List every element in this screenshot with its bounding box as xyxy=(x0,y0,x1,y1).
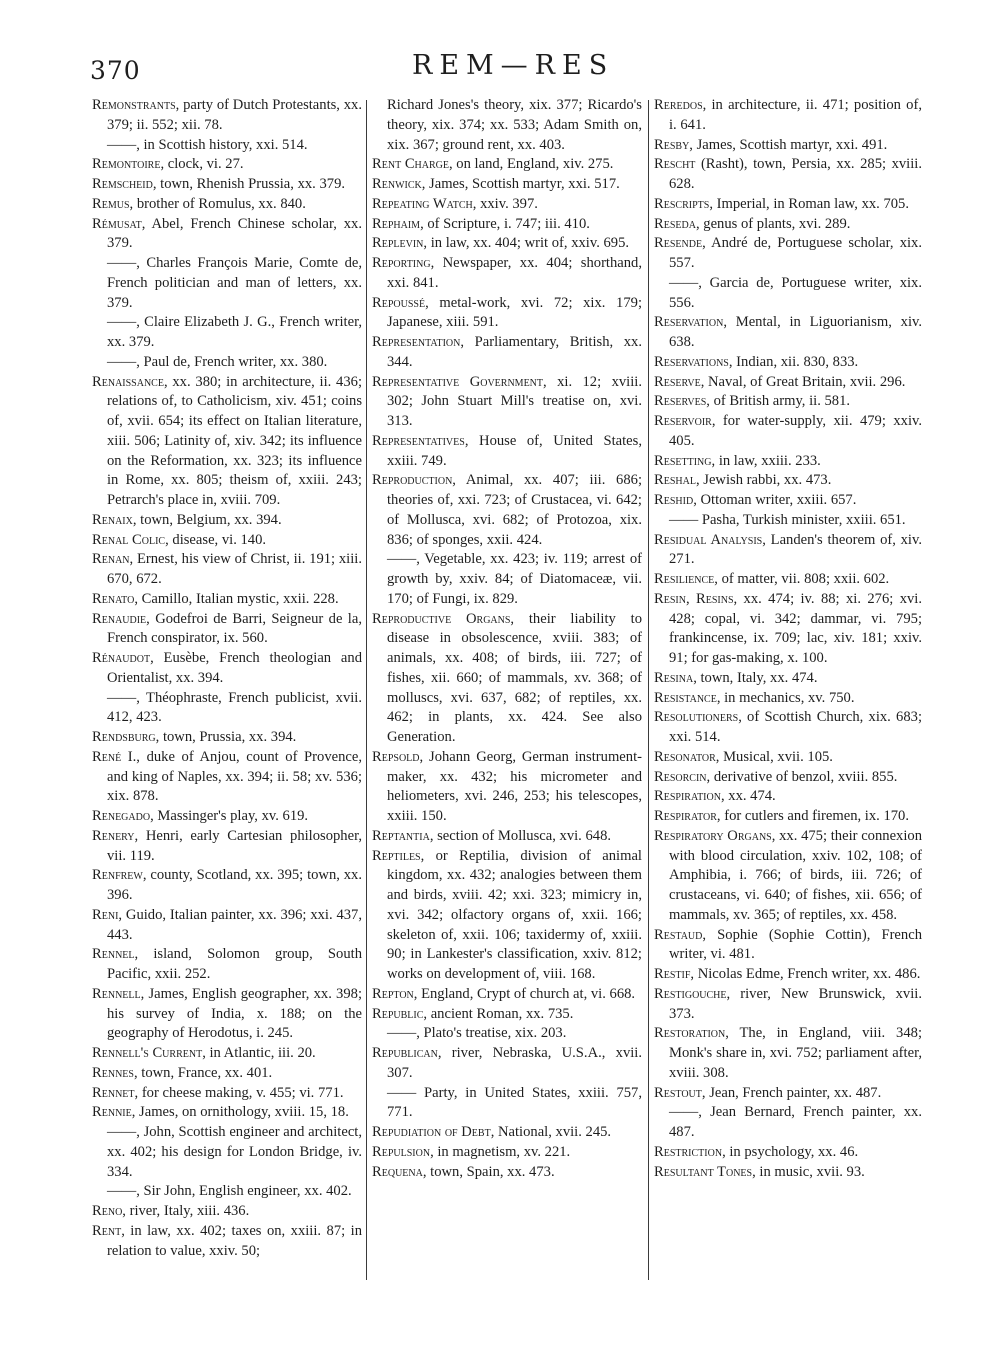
index-entry xyxy=(654,748,922,768)
column-rule xyxy=(648,100,649,1280)
index-headword: Rendsburg xyxy=(92,729,156,745)
index-entry xyxy=(654,136,922,156)
index-entry-text: , in magnetism, xv. 221. xyxy=(430,1143,571,1160)
index-headword: Reno xyxy=(92,1203,123,1219)
index-entry xyxy=(92,531,362,551)
index-entry xyxy=(92,590,362,610)
index-entry-text: , Ottoman writer, xxiii. 657. xyxy=(693,492,857,508)
index-headword: Reshal xyxy=(654,472,696,489)
index-entry xyxy=(654,768,922,788)
index-entry-text: , James, Scottish martyr, xxi. 491. xyxy=(689,136,888,153)
index-headword: Restriction xyxy=(654,1143,723,1160)
index-entry xyxy=(372,96,642,155)
index-headword: Reredos xyxy=(654,97,703,113)
index-entry xyxy=(92,807,362,827)
index-entry-text: ——, Paul de, French writer, xx. 380. xyxy=(107,353,328,370)
index-entry xyxy=(92,866,362,906)
index-entry xyxy=(654,491,922,511)
index-column-2 xyxy=(372,96,642,1182)
index-headword: Remonstrants xyxy=(92,97,176,113)
index-entry xyxy=(654,708,922,748)
index-entry-text: ——, Sir John, English engineer, xx. 402. xyxy=(107,1183,352,1200)
index-headword: Resin, Resins xyxy=(654,590,734,607)
index-entry xyxy=(92,1044,362,1064)
index-entry xyxy=(372,1005,642,1025)
index-headword: Rescht xyxy=(654,156,696,173)
index-entry xyxy=(372,1163,642,1183)
index-entry xyxy=(654,807,922,827)
index-headword: Respirator xyxy=(654,808,717,824)
index-entry-text: , James, English geographer, xx. 398; his survey of India, x. 188; on the geography of Herodotus, i. 245. xyxy=(107,985,362,1042)
index-headword: Resonator xyxy=(654,748,716,765)
index-entry-text: ——, John, Scottish engineer and architect, xx. 402; his design for London Bridge, iv. 334. xyxy=(107,1124,362,1180)
index-entry xyxy=(372,748,642,827)
index-entry-text: , Naval, of Great Britain, xvii. 296. xyxy=(700,373,906,390)
index-entry-text: , in law, xx. 404; writ of, xxiv. 695. xyxy=(423,235,630,252)
index-headword: Remus xyxy=(92,195,130,212)
index-entry xyxy=(92,215,362,255)
index-headword: Renwick xyxy=(372,176,422,192)
index-entry-text: , James, Scottish martyr, xxi. 517. xyxy=(421,176,620,192)
index-entry xyxy=(654,669,922,689)
index-entry xyxy=(372,333,642,373)
index-entry xyxy=(372,471,642,550)
index-entry xyxy=(372,294,642,334)
index-entry xyxy=(654,155,922,195)
index-entry xyxy=(372,195,642,215)
index-entry-text: , in law, xxiii. 233. xyxy=(711,452,821,469)
index-headword: Remontoire xyxy=(92,156,161,173)
index-entry-text: —— Pasha, Turkish minister, xxiii. 651. xyxy=(669,511,906,528)
index-column-1 xyxy=(92,96,362,1261)
index-entry-text: , xx. 380; in architecture, ii. 436; relations of, to Catholicism, xiv. 451; coins of, xvii. 654; its effect on Italian literature, xiii. 506; Latinity of, xiv. 342; its influence on the Reformation, xx. 323; its influence in Rome, xx. 805; theism of, xxiii. 243; Petrarch's place in, xviii. 709. xyxy=(107,373,362,508)
index-entry xyxy=(654,215,922,235)
index-headword: Rennie xyxy=(92,1104,132,1121)
index-entry xyxy=(92,945,362,985)
index-headword: Resende xyxy=(654,235,703,252)
index-entry-text: , House of, United States, xxiii. 749. xyxy=(387,432,642,469)
index-column-3 xyxy=(654,96,922,1182)
index-entry-text: , metal-work, xvi. 72; xix. 179; Japanese, xiii. 591. xyxy=(387,294,642,331)
index-entry xyxy=(92,1222,362,1262)
index-entry xyxy=(92,1123,362,1182)
index-entry-text: , Henri, early Cartesian philosopher, vii. 119. xyxy=(107,827,362,864)
index-headword: René xyxy=(92,748,122,765)
index-entry-text: , genus of plants, xvi. 289. xyxy=(695,215,851,232)
index-entry xyxy=(372,254,642,294)
index-entry xyxy=(654,985,922,1025)
index-entry-text: , derivative of benzol, xviii. 855. xyxy=(706,768,898,785)
index-entry xyxy=(92,748,362,807)
index-entry-text: , brother of Romulus, xx. 840. xyxy=(129,195,306,212)
index-headword: Repulsion xyxy=(372,1143,431,1160)
index-entry xyxy=(372,373,642,432)
index-entry xyxy=(654,965,922,985)
index-entry xyxy=(654,1024,922,1083)
index-headword: Rennes xyxy=(92,1064,134,1081)
index-entry xyxy=(654,689,922,709)
index-entry xyxy=(654,827,922,926)
index-headword: Reproductive Organs xyxy=(372,610,511,627)
index-entry-text: , Eusèbe, French theologian and Orientalist, xx. 394. xyxy=(107,650,362,686)
index-entry-text: , river, Italy, xiii. 436. xyxy=(122,1203,250,1219)
index-entry xyxy=(372,155,642,175)
index-entry-text: ——, in Scottish history, xxi. 514. xyxy=(107,136,308,153)
index-headword: Renaix xyxy=(92,511,133,528)
index-headword: Renal Colic xyxy=(92,531,166,548)
index-entry-text: , of Scottish Church, xix. 683; xxi. 514. xyxy=(669,709,922,745)
column-rule xyxy=(366,100,367,1280)
index-entry xyxy=(372,215,642,235)
index-entry-text: , in Atlantic, iii. 20. xyxy=(202,1045,316,1061)
index-entry-text: , Guido, Italian painter, xx. 396; xxi. 437, 443. xyxy=(107,906,362,943)
index-headword: Resina xyxy=(654,669,694,686)
index-entry-text: , xx. 475; their connexion with blood circulation, xxiv. 102, 108; of Amphibia, i. 766; of birds, iii. 726; of crustaceans, vi. 640; of fishes, xii. 656; of mammals, xv. 365; of reptiles, xx. 458. xyxy=(669,827,922,923)
index-headword: Renaissance xyxy=(92,373,164,390)
index-entry-text: , island, Solomon group, South Pacific, xxii. 252. xyxy=(107,946,362,982)
index-headword: Resultant Tones xyxy=(654,1163,753,1180)
index-entry xyxy=(654,1163,922,1183)
index-headword: Resetting xyxy=(654,452,712,469)
index-headword: Reptiles xyxy=(372,847,421,864)
index-headword: Resilience xyxy=(654,571,715,587)
index-entry-text: , Jewish rabbi, xx. 473. xyxy=(695,472,832,489)
index-entry xyxy=(372,847,642,985)
index-entry xyxy=(92,1202,362,1222)
index-headword: Repsold xyxy=(372,748,420,765)
index-entry xyxy=(92,689,362,729)
index-entry xyxy=(654,96,922,136)
index-headword: Rescripts xyxy=(654,195,710,212)
index-entry-text: , on land, England, xiv. 275. xyxy=(449,156,614,173)
index-entry xyxy=(654,471,922,491)
index-headword: Reporting xyxy=(372,255,431,271)
index-entry-text: , Nicolas Edme, French writer, xx. 486. xyxy=(690,966,921,982)
running-head: REM—RES xyxy=(412,50,615,81)
index-entry xyxy=(92,985,362,1044)
index-entry xyxy=(372,827,642,847)
index-entry xyxy=(92,313,362,353)
index-entry xyxy=(654,1143,922,1163)
index-entry xyxy=(92,1103,362,1123)
index-entry-text: , disease, vi. 140. xyxy=(165,531,267,548)
index-entry-text: , their liability to disease in obsolescence, xviii. 383; of animals, xx. 408; of birds, iii. 727; of fishes, xii. 660; of mammals, xv. 368; of molluscs, xvi. 637, 682; of reptiles, xx. 462; in plants, xx. 424. See also Generation. xyxy=(387,610,642,745)
index-headword: Rent Charge xyxy=(372,156,449,173)
index-headword: Representative Government xyxy=(372,373,544,390)
index-entry xyxy=(654,570,922,590)
index-headword: Reshid xyxy=(654,492,694,508)
index-headword: Representation xyxy=(372,334,461,350)
index-headword: Repton xyxy=(372,985,414,1002)
index-headword: Reseda xyxy=(654,215,696,232)
index-entry xyxy=(92,1064,362,1084)
index-entry xyxy=(654,353,922,373)
index-entry xyxy=(92,175,362,195)
index-entry-text: , National, xvii. 245. xyxy=(490,1124,612,1140)
index-entry xyxy=(372,1044,642,1084)
index-headword: Residual Analysis xyxy=(654,531,763,548)
index-entry xyxy=(92,155,362,175)
index-entry-text: , in architecture, ii. 471; position of, i. 641. xyxy=(669,97,922,133)
index-entry-text: , of matter, vii. 808; xxii. 602. xyxy=(714,571,890,587)
index-headword: Renan xyxy=(92,551,130,568)
index-entry-text: , town, Rhenish Prussia, xx. 379. xyxy=(152,176,346,192)
index-entry xyxy=(372,432,642,472)
index-entry-text: , river, Nebraska, U.S.A., xvii. 307. xyxy=(387,1045,642,1081)
index-entry xyxy=(92,906,362,946)
index-entry-text: , Mental, in Liguorianism, xiv. 638. xyxy=(669,314,922,350)
index-entry-text: , James, on ornithology, xviii. 15, 18. xyxy=(131,1104,349,1121)
index-headword: Respiratory Organs xyxy=(654,827,772,844)
index-headword: Rennet xyxy=(92,1084,135,1101)
index-entry-text: , of British army, ii. 581. xyxy=(706,393,851,410)
index-entry xyxy=(654,787,922,807)
index-entry xyxy=(372,175,642,195)
index-entry xyxy=(654,1103,922,1143)
index-entry xyxy=(654,1084,922,1104)
index-headword: Repoussé xyxy=(372,294,426,311)
index-entry-text: , or Reptilia, division of animal kingdom, xx. 432; analogies between them and birds, xviii. 42; xxi. 323; mimicry in, xvi. 342; olfactory organs of, xxii. 166; skeleton of, xxii. 106; taxidermy of, xxiii. 90; in Lankester's classification, xxiv. 812; works on development of, viii. 168. xyxy=(387,847,642,982)
index-entry-text: , Musical, xvii. 105. xyxy=(715,748,833,765)
index-entry xyxy=(372,234,642,254)
index-entry-text: , in psychology, xx. 46. xyxy=(722,1143,859,1160)
index-entry-text: , Parliamentary, British, xx. 344. xyxy=(387,334,642,370)
index-entry xyxy=(92,728,362,748)
index-entry xyxy=(654,452,922,472)
index-entry-text: , for water-supply, xii. 479; xxiv. 405. xyxy=(669,413,922,449)
index-entry-text: , Abel, French Chinese scholar, xx. 379. xyxy=(107,215,362,252)
index-headword: Repudiation of Debt xyxy=(372,1124,491,1140)
index-entry-text: —— Party, in United States, xxiii. 757, 771. xyxy=(387,1084,642,1121)
index-headword: Restoration xyxy=(654,1025,726,1042)
index-entry xyxy=(654,590,922,669)
index-headword: Republic xyxy=(372,1005,424,1022)
index-headword: Restaud xyxy=(654,926,703,943)
index-headword: Rénaudot xyxy=(92,650,151,666)
index-entry-text: , party of Dutch Protestants, xx. 379; ii. 552; xii. 78. xyxy=(107,97,362,133)
index-entry-text: ——, Garcia de, Portuguese writer, xix. 556. xyxy=(669,274,922,311)
index-headword: Restigouche xyxy=(654,985,727,1002)
index-headword: Restif xyxy=(654,966,691,982)
index-entry xyxy=(92,1084,362,1104)
index-headword: Renegado xyxy=(92,808,151,824)
index-entry xyxy=(372,985,642,1005)
index-entry xyxy=(654,926,922,966)
index-headword: Renato xyxy=(92,590,135,607)
index-entry xyxy=(92,649,362,689)
index-headword: Rennel xyxy=(92,946,135,963)
index-entry-text: , town, France, xx. 401. xyxy=(133,1064,273,1081)
index-entry-text: , town, Prussia, xx. 394. xyxy=(155,729,297,745)
index-entry xyxy=(372,610,642,748)
index-entry xyxy=(92,827,362,867)
index-entry-text: , clock, vi. 27. xyxy=(160,156,244,173)
index-entry xyxy=(92,136,362,156)
index-entry xyxy=(372,1024,642,1044)
index-entry-text: ——, Charles François Marie, Comte de, French politician and man of letters, xx. 379. xyxy=(107,255,362,311)
page-number: 370 xyxy=(90,56,141,85)
index-entry xyxy=(92,1182,362,1202)
index-entry-text: , The, in England, viii. 348; Monk's share in, xvi. 752; parliament after, xviii. 308. xyxy=(669,1025,922,1081)
index-headword: Reservation xyxy=(654,314,724,331)
index-entry-text: , Camillo, Italian mystic, xxii. 228. xyxy=(134,590,339,607)
index-entry xyxy=(92,610,362,650)
index-entry-text: , Jean, French painter, xx. 487. xyxy=(701,1084,882,1101)
index-entry-text: I., duke of Anjou, count of Provence, and king of Naples, xx. 394; ii. 58; xv. 536; xix. 878. xyxy=(107,748,362,805)
index-entry xyxy=(372,1143,642,1163)
index-entry-text: , Massinger's play, xv. 619. xyxy=(150,808,309,824)
index-entry xyxy=(654,313,922,353)
index-entry-text: , Landen's theorem of, xiv. 271. xyxy=(669,531,922,568)
index-entry xyxy=(654,531,922,571)
index-entry xyxy=(372,1123,642,1143)
index-entry-text: , ancient Roman, xx. 735. xyxy=(423,1005,574,1022)
index-entry xyxy=(92,511,362,531)
index-entry xyxy=(654,234,922,274)
index-entry-text: , for cutlers and firemen, ix. 170. xyxy=(716,808,909,824)
index-headword: Requena xyxy=(372,1163,423,1180)
index-headword: Renaudie xyxy=(92,610,147,627)
index-entry-text: , for cheese making, v. 455; vi. 771. xyxy=(134,1084,344,1101)
index-entry-text: , of Scripture, i. 747; iii. 410. xyxy=(420,215,590,232)
index-entry-text: ——, Plato's treatise, xix. 203. xyxy=(387,1025,567,1042)
index-entry-text: , section of Mollusca, xvi. 648. xyxy=(429,827,612,844)
index-entry-text: , Imperial, in Roman law, xx. 705. xyxy=(709,195,909,212)
index-entry-text: , Ernest, his view of Christ, ii. 191; xiii. 670, 672. xyxy=(107,551,362,587)
index-headword: Replevin xyxy=(372,235,424,252)
index-headword: Restout xyxy=(654,1084,702,1101)
index-entry xyxy=(372,1084,642,1124)
index-entry-text: ——, Vegetable, xx. 423; iv. 119; arrest of growth by, xxiv. 84; of Diatomaceæ, vii. 170; of Fungi, ix. 829. xyxy=(387,551,642,607)
index-entry-text: , county, Scotland, xx. 395; town, xx. 396. xyxy=(107,867,362,903)
index-entry-text: ——, Théophraste, French publicist, xvii. 412, 423. xyxy=(107,689,362,726)
index-entry-text: , in mechanics, xv. 750. xyxy=(716,689,855,706)
index-headword: Reservoir xyxy=(654,413,712,429)
index-entry-text: , Godefroi de Barri, Seigneur de la, French conspirator, ix. 560. xyxy=(107,610,362,647)
index-entry xyxy=(92,550,362,590)
index-entry xyxy=(92,96,362,136)
index-entry-text: , town, Belgium, xx. 394. xyxy=(132,511,282,528)
index-headword: Reptantia xyxy=(372,827,430,844)
index-entry-text: ——, Claire Elizabeth J. G., French writer, xx. 379. xyxy=(107,314,362,350)
index-entry xyxy=(654,392,922,412)
index-entry xyxy=(654,373,922,393)
index-entry-text: , xxiv. 397. xyxy=(472,195,538,212)
index-headword: Remscheid xyxy=(92,176,153,192)
index-headword: Renfrew xyxy=(92,867,143,884)
index-headword: Rennell xyxy=(92,985,141,1002)
index-headword: Resistance xyxy=(654,689,717,706)
index-entry-text: ——, Jean Bernard, French painter, xx. 487. xyxy=(669,1104,922,1140)
index-entry xyxy=(92,373,362,511)
index-entry xyxy=(654,412,922,452)
index-entry-text: , England, Crypt of church at, vi. 668. xyxy=(413,985,636,1002)
index-entry xyxy=(92,353,362,373)
index-entry-text: , André de, Portuguese scholar, xix. 557. xyxy=(669,235,922,271)
index-headword: Rephaim xyxy=(372,215,421,232)
index-entry-text: , Sophie (Sophie Cottin), French writer, vi. 481. xyxy=(669,926,922,963)
index-entry-text: , Indian, xii. 830, 833. xyxy=(728,353,859,370)
index-headword: Reserves xyxy=(654,393,707,410)
index-entry-text: , in music, xvii. 93. xyxy=(752,1163,865,1180)
index-headword: Rent xyxy=(92,1222,122,1239)
index-entry-text: , xx. 474. xyxy=(720,788,776,805)
index-headword: Reproduction xyxy=(372,472,453,489)
index-entry xyxy=(92,195,362,215)
index-entry-text: , xi. 12; xviii. 302; John Stuart Mill's treatise on, xvi. 313. xyxy=(387,373,642,429)
index-entry-text: , Newspaper, xx. 404; shorthand, xxi. 841. xyxy=(387,255,642,291)
index-entry-text: Richard Jones's theory, xix. 377; Ricardo's theory, xix. 374; xx. 533; Adam Smith on, xix. 367; ground rent, xx. 403. xyxy=(387,97,642,153)
index-headword: Resolutioners xyxy=(654,709,739,726)
index-headword: Reservations xyxy=(654,353,729,370)
index-entry xyxy=(92,254,362,313)
index-entry xyxy=(372,550,642,609)
index-headword: Reni xyxy=(92,906,119,923)
index-headword: Resorcin xyxy=(654,768,707,785)
index-entry-text: , in law, xx. 402; taxes on, xxiii. 87; in relation to value, xxiv. 50; xyxy=(107,1222,362,1259)
index-entry-text: , Animal, xx. 407; iii. 686; theories of, xxi. 723; of Crustacea, vi. 642; of Mollusca, xvi. 682; of Protozoa, xix. 836; of sponges, xxii. 424. xyxy=(387,472,642,548)
index-entry-text: , town, Spain, xx. 473. xyxy=(422,1163,555,1180)
index-headword: Respiration xyxy=(654,788,721,805)
index-headword: Representatives xyxy=(372,432,465,449)
index-headword: Rennell's Current xyxy=(92,1045,203,1061)
index-entry-text: , Johann Georg, German instrument-maker, xx. 432; his micrometer and heliometers, xvi. 246, 253; his telescopes, xxiii. 150. xyxy=(387,748,642,824)
index-entry xyxy=(654,511,922,531)
index-headword: Rémusat xyxy=(92,215,142,232)
index-entry-text: (Rasht), town, Persia, xx. 285; xviii. 628. xyxy=(669,156,922,192)
index-entry xyxy=(654,195,922,215)
index-headword: Republican xyxy=(372,1045,438,1061)
index-headword: Repeating Watch xyxy=(372,195,473,212)
index-entry-text: , town, Italy, xx. 474. xyxy=(693,669,818,686)
index-entry xyxy=(654,274,922,314)
index-headword: Reserve xyxy=(654,373,701,390)
index-entry-text: , river, New Brunswick, xvii. 373. xyxy=(669,985,922,1022)
index-entry-text: , xx. 474; iv. 88; xi. 276; xvi. 428; copal, vi. 342; dammar, vi. 795; frankincense, ix. 709; lac, xiv. 181; xxiv. 91; for gas-making, x. 100. xyxy=(669,590,922,666)
index-headword: Renery xyxy=(92,827,135,844)
index-headword: Resby xyxy=(654,136,690,153)
